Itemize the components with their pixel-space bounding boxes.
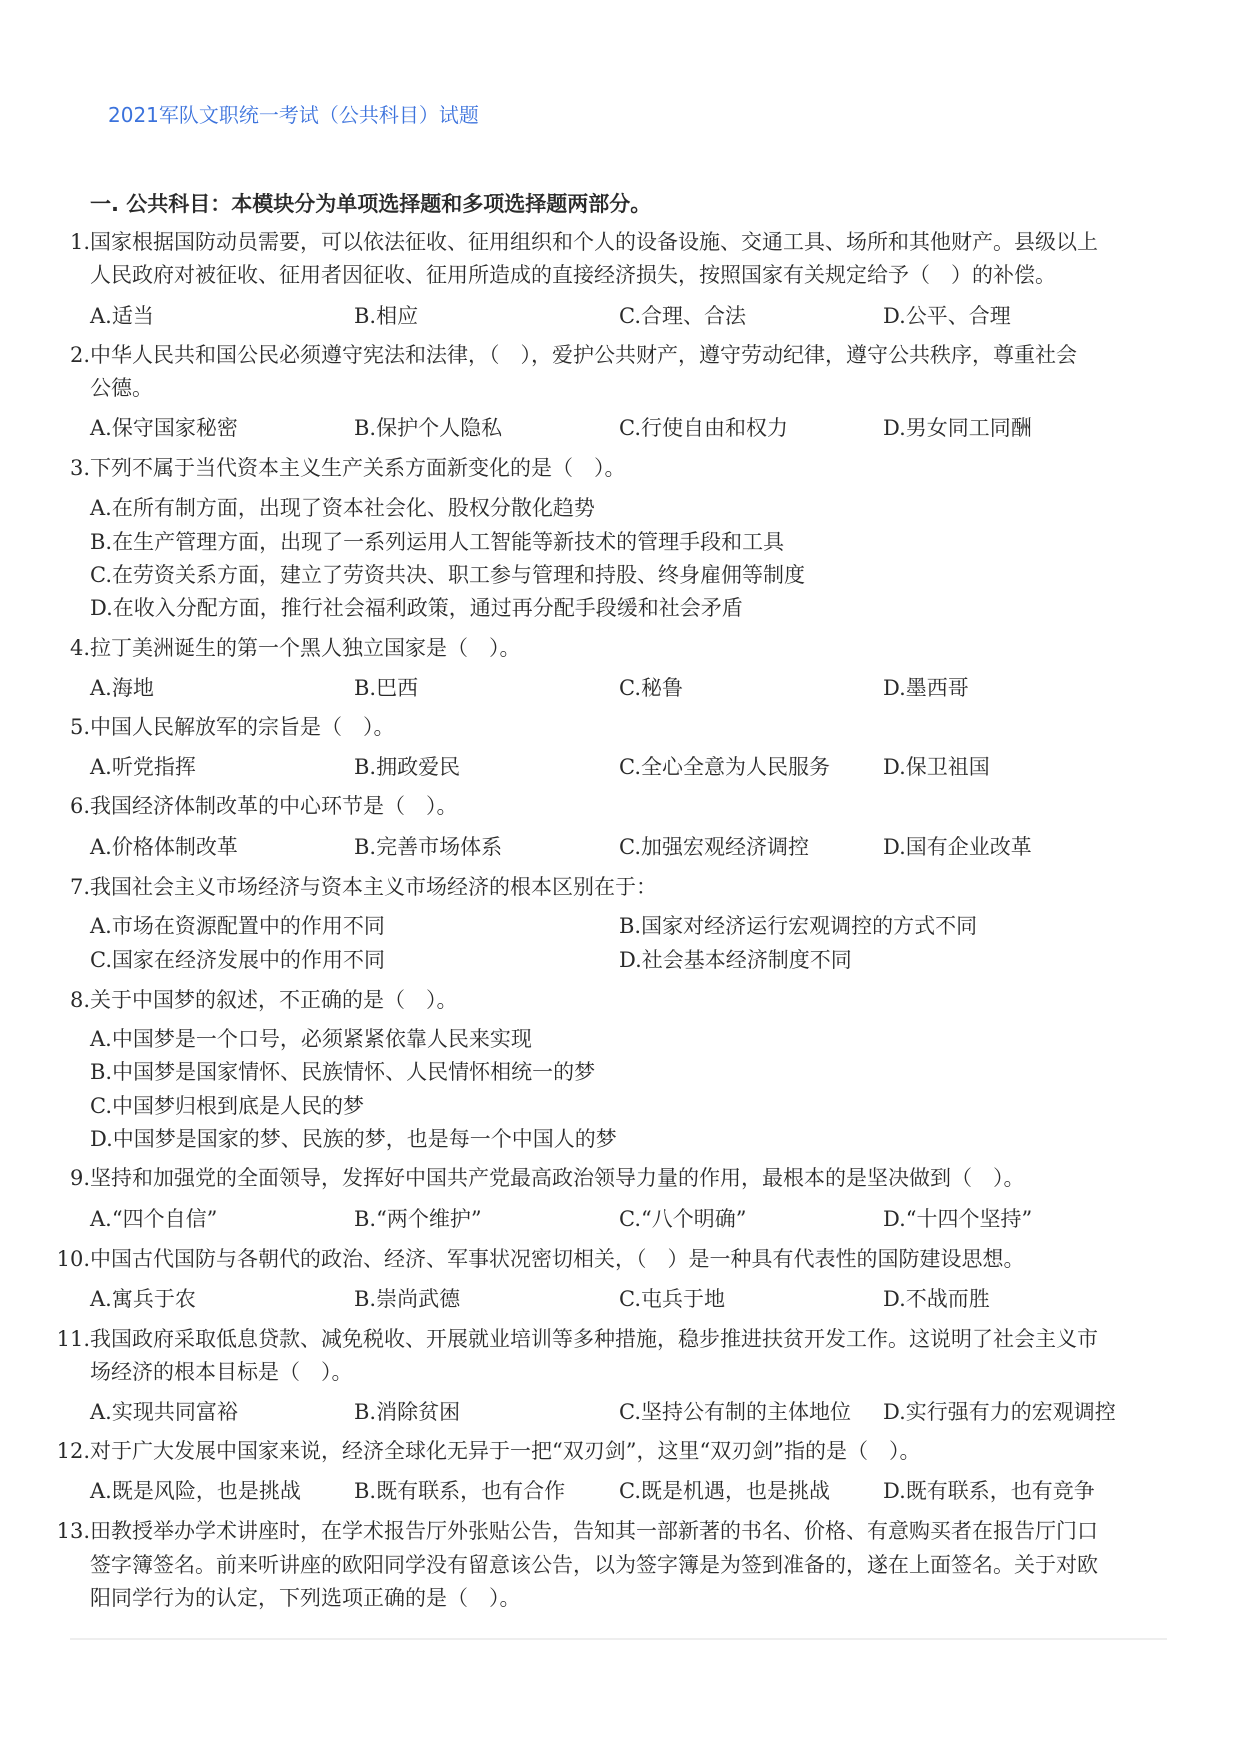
document-title: 2021军队文职统一考试（公共科目）试题	[108, 103, 479, 127]
question-text: 签字簿签名。前来听讲座的欧阳同学没有留意该公告，以为签字簿是为签到准备的，遂在上面签名。关于对欧	[90, 1553, 1098, 1577]
question-number: 4.	[69, 636, 90, 660]
answer-option[interactable]: D.不战而胜	[883, 1287, 990, 1311]
answer-option[interactable]: A.在所有制方面，出现了资本社会化、股权分散化趋势	[90, 496, 595, 520]
options-row	[0, 300, 1240, 332]
answer-option[interactable]: C.行使自由和权力	[619, 416, 788, 440]
answer-option[interactable]: D.中国梦是国家的梦、民族的梦，也是每一个中国人的梦	[90, 1127, 617, 1151]
question-number: 6.	[69, 794, 90, 818]
answer-option[interactable]: A.保守国家秘密	[90, 416, 238, 440]
options-row	[0, 751, 1240, 783]
page-divider	[70, 1638, 1167, 1640]
options-row	[0, 831, 1240, 863]
answer-option[interactable]: B.相应	[354, 304, 419, 328]
question-text: 中华人民共和国公民必须遵守宪法和法律，（ ），爱护公共财产，遵守劳动纪律，遵守公共秩序，尊重社会	[90, 343, 1077, 367]
question-text: 拉丁美洲诞生的第一个黑人独立国家是（ ）。	[90, 636, 521, 660]
answer-option[interactable]: D.男女同工同酬	[883, 416, 1032, 440]
answer-option[interactable]: D.实行强有力的宏观调控	[883, 1400, 1116, 1424]
question-line	[0, 1356, 1240, 1388]
options-row	[0, 526, 1240, 558]
answer-option[interactable]: B.在生产管理方面，出现了一系列运用人工智能等新技术的管理手段和工具	[90, 530, 785, 554]
options-row	[0, 412, 1240, 444]
answer-option[interactable]: A.市场在资源配置中的作用不同	[90, 914, 385, 938]
answer-option[interactable]: A.实现共同富裕	[90, 1400, 238, 1424]
options-row	[0, 910, 1240, 942]
question-text: 对于广大发展中国家来说，经济全球化无异于一把“双刃剑”，这里“双刃剑”指的是（ ）。	[90, 1439, 921, 1463]
question-number: 10.	[56, 1247, 90, 1271]
options-row	[0, 1090, 1240, 1122]
answer-option[interactable]: B.拥政爱民	[354, 755, 461, 779]
question-line	[0, 984, 1240, 1016]
question-line	[0, 339, 1240, 371]
answer-option[interactable]: D.在收入分配方面，推行社会福利政策，通过再分配手段缓和社会矛盾	[90, 596, 743, 620]
answer-option[interactable]: A.价格体制改革	[90, 835, 238, 859]
question-line	[0, 226, 1240, 258]
answer-option[interactable]: D.社会基本经济制度不同	[619, 948, 852, 972]
question-number: 1.	[69, 230, 90, 254]
answer-option[interactable]: C.既是机遇，也是挑战	[619, 1479, 830, 1503]
answer-option[interactable]: B.保护个人隐私	[354, 416, 503, 440]
answer-option[interactable]: D.国有企业改革	[883, 835, 1032, 859]
question-line	[0, 1515, 1240, 1547]
question-number: 9.	[69, 1166, 90, 1190]
question-number: 13.	[56, 1519, 90, 1543]
answer-option[interactable]: A.“四个自信”	[90, 1207, 218, 1231]
question-line	[0, 632, 1240, 664]
options-row	[0, 592, 1240, 624]
question-text: 田教授举办学术讲座时，在学术报告厅外张贴公告，告知其一部新著的书名、价格、有意购买者在报告厅门口	[90, 1519, 1098, 1543]
question-number: 7.	[69, 875, 90, 899]
options-row	[0, 1283, 1240, 1315]
question-number: 3.	[69, 456, 90, 480]
question-text: 我国经济体制改革的中心环节是（ ）。	[90, 794, 458, 818]
question-line	[0, 1582, 1240, 1614]
options-row	[0, 1475, 1240, 1507]
answer-option[interactable]: B.消除贫困	[354, 1400, 461, 1424]
answer-option[interactable]: B.崇尚武德	[354, 1287, 461, 1311]
question-line	[0, 1435, 1240, 1467]
question-text: 国家根据国防动员需要，可以依法征收、征用组织和个人的设备设施、交通工具、场所和其他财产。县级以上	[90, 230, 1098, 254]
question-text: 我国政府采取低息贷款、减免税收、开展就业培训等多种措施，稳步推进扶贫开发工作。这说明了社会主义市	[90, 1327, 1098, 1351]
answer-option[interactable]: C.坚持公有制的主体地位	[619, 1400, 851, 1424]
question-text: 中国人民解放军的宗旨是（ ）。	[90, 715, 395, 739]
question-line	[0, 711, 1240, 743]
answer-option[interactable]: D.既有联系，也有竞争	[883, 1479, 1095, 1503]
options-row	[0, 559, 1240, 591]
answer-option[interactable]: C.中国梦归根到底是人民的梦	[90, 1094, 364, 1118]
answer-option[interactable]: B.国家对经济运行宏观调控的方式不同	[619, 914, 978, 938]
answer-option[interactable]: C.屯兵于地	[619, 1287, 725, 1311]
answer-option[interactable]: C.国家在经济发展中的作用不同	[90, 948, 385, 972]
options-row	[0, 1396, 1240, 1428]
answer-option[interactable]: D.“十四个坚持”	[883, 1207, 1033, 1231]
options-row	[0, 1123, 1240, 1155]
question-text: 人民政府对被征收、征用者因征收、征用所造成的直接经济损失，按照国家有关规定给予（ ）的补偿。	[90, 263, 1056, 287]
answer-option[interactable]: C.全心全意为人民服务	[619, 755, 830, 779]
answer-option[interactable]: C.秘鲁	[619, 676, 683, 700]
question-line	[0, 259, 1240, 291]
question-text: 下列不属于当代资本主义生产关系方面新变化的是（ ）。	[90, 456, 626, 480]
question-text: 关于中国梦的叙述，不正确的是（ ）。	[90, 988, 458, 1012]
question-text: 我国社会主义市场经济与资本主义市场经济的根本区别在于：	[90, 875, 657, 899]
answer-option[interactable]: A.适当	[90, 304, 154, 328]
question-line	[0, 1549, 1240, 1581]
answer-option[interactable]: D.保卫祖国	[883, 755, 990, 779]
question-number: 11.	[56, 1327, 90, 1351]
question-number: 12.	[56, 1439, 90, 1463]
question-line	[0, 790, 1240, 822]
question-line	[0, 1243, 1240, 1275]
answer-option[interactable]: B.巴西	[354, 676, 419, 700]
question-line	[0, 372, 1240, 404]
answer-option[interactable]: C.合理、合法	[619, 304, 746, 328]
question-text: 阳同学行为的认定，下列选项正确的是（ ）。	[90, 1586, 521, 1610]
section-heading: 一. 公共科目：本模块分为单项选择题和多项选择题两部分。	[90, 192, 652, 216]
question-number: 8.	[69, 988, 90, 1012]
question-line	[0, 1162, 1240, 1194]
options-row	[0, 492, 1240, 524]
answer-option[interactable]: B.“两个维护”	[354, 1207, 482, 1231]
answer-option[interactable]: A.听党指挥	[90, 755, 196, 779]
question-text: 公德。	[90, 376, 153, 400]
answer-option[interactable]: B.中国梦是国家情怀、民族情怀、人民情怀相统一的梦	[90, 1060, 596, 1084]
options-row	[0, 1056, 1240, 1088]
options-row	[0, 944, 1240, 976]
question-number: 5.	[69, 715, 90, 739]
answer-option[interactable]: A.既是风险，也是挑战	[90, 1479, 301, 1503]
question-text: 中国古代国防与各朝代的政治、经济、军事状况密切相关，（ ）是一种具有代表性的国防建设思想。	[90, 1247, 1025, 1271]
question-line	[0, 871, 1240, 903]
answer-option[interactable]: A.中国梦是一个口号，必须紧紧依靠人民来实现	[90, 1027, 532, 1051]
question-line	[0, 452, 1240, 484]
question-text: 场经济的根本目标是（ ）。	[90, 1360, 353, 1384]
options-row	[0, 1023, 1240, 1055]
question-line	[0, 1323, 1240, 1355]
question-text: 坚持和加强党的全面领导，发挥好中国共产党最高政治领导力量的作用，最根本的是坚决做到（ ）。	[90, 1166, 1025, 1190]
question-number: 2.	[69, 343, 90, 367]
answer-option[interactable]: B.完善市场体系	[354, 835, 503, 859]
answer-option[interactable]: A.寓兵于农	[90, 1287, 196, 1311]
answer-option[interactable]: A.海地	[90, 676, 154, 700]
answer-option[interactable]: C.“八个明确”	[619, 1207, 747, 1231]
answer-option[interactable]: C.加强宏观经济调控	[619, 835, 809, 859]
options-row	[0, 672, 1240, 704]
answer-option[interactable]: D.墨西哥	[883, 676, 969, 700]
options-row	[0, 1203, 1240, 1235]
answer-option[interactable]: D.公平、合理	[883, 304, 1011, 328]
answer-option[interactable]: C.在劳资关系方面，建立了劳资共决、职工参与管理和持股、终身雇佣等制度	[90, 563, 805, 587]
answer-option[interactable]: B.既有联系，也有合作	[354, 1479, 566, 1503]
